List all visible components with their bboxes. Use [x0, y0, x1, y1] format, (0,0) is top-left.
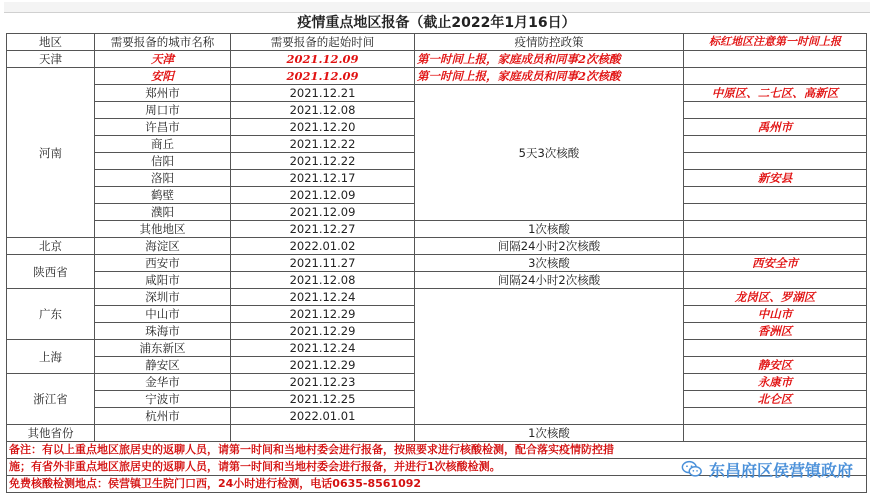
date-cell	[231, 425, 415, 442]
table-row	[7, 85, 867, 102]
note-cell	[684, 68, 867, 85]
date-cell: 2021.12.09	[231, 204, 415, 221]
region-cell: 浙江省	[7, 374, 95, 425]
note-cell: 龙岗区、罗湖区	[684, 289, 867, 306]
policy-cell: 3次核酸	[415, 255, 684, 272]
policy-cell: 第一时间上报，家庭成员和同事2次核酸	[415, 51, 684, 68]
date-cell: 2021.12.08	[231, 272, 415, 289]
note-cell	[684, 221, 867, 238]
title-row	[7, 14, 867, 34]
region-cell: 广东	[7, 289, 95, 340]
table-row	[7, 221, 867, 238]
note-cell	[684, 272, 867, 289]
note-cell: 静安区	[684, 357, 867, 374]
note-cell	[684, 204, 867, 221]
city-cell: 中山市	[95, 306, 231, 323]
note-line-3: 免费核酸检测地点：侯营镇卫生院门口西，24小时进行检测，电话0635-8561092	[7, 476, 867, 493]
date-cell: 2021.12.29	[231, 357, 415, 374]
table-row	[7, 272, 867, 289]
city-cell: 信阳	[95, 153, 231, 170]
date-cell: 2021.12.25	[231, 391, 415, 408]
note-cell	[684, 340, 867, 357]
city-cell: 宁波市	[95, 391, 231, 408]
note-cell	[684, 153, 867, 170]
city-cell: 周口市	[95, 102, 231, 119]
region-cell: 其他省份	[7, 425, 95, 442]
note-cell: 北仑区	[684, 391, 867, 408]
note-cell	[684, 102, 867, 119]
header-start-date: 需要报备的起始时间	[231, 34, 415, 51]
table-title: 疫情重点地区报备（截止2022年1月16日）	[7, 14, 867, 34]
date-cell: 2021.12.22	[231, 136, 415, 153]
spreadsheet	[4, 2, 870, 499]
region-cell: 北京	[7, 238, 95, 255]
date-cell: 2021.12.27	[231, 221, 415, 238]
header-row	[7, 34, 867, 51]
table-row	[7, 238, 867, 255]
watermark	[681, 455, 853, 483]
date-cell: 2021.12.22	[231, 153, 415, 170]
date-cell: 2021.12.29	[231, 323, 415, 340]
city-cell: 洛阳	[95, 170, 231, 187]
city-cell: 许昌市	[95, 119, 231, 136]
date-cell: 2021.12.09	[231, 68, 415, 85]
note-cell: 中山市	[684, 306, 867, 323]
city-cell: 其他地区	[95, 221, 231, 238]
city-cell: 西安市	[95, 255, 231, 272]
city-cell: 静安区	[95, 357, 231, 374]
table-row	[7, 425, 867, 442]
table-row	[7, 51, 867, 68]
city-cell: 商丘	[95, 136, 231, 153]
note-cell: 中原区、二七区、高新区	[684, 85, 867, 102]
note-cell: 西安全市	[684, 255, 867, 272]
region-cell: 河南	[7, 68, 95, 238]
policy-cell: 5天3次核酸	[415, 85, 684, 221]
table-row	[7, 68, 867, 85]
city-cell: 杭州市	[95, 408, 231, 425]
table-row	[7, 255, 867, 272]
watermark-text: 东昌府区侯营镇政府	[708, 460, 853, 480]
policy-cell: 1次核酸	[415, 221, 684, 238]
date-cell: 2022.01.02	[231, 238, 415, 255]
date-cell: 2021.12.24	[231, 340, 415, 357]
region-cell: 天津	[7, 51, 95, 68]
note-cell	[684, 425, 867, 442]
date-cell: 2021.12.08	[231, 102, 415, 119]
header-city: 需要报备的城市名称	[95, 34, 231, 51]
city-cell: 安阳	[95, 68, 231, 85]
date-cell: 2021.11.27	[231, 255, 415, 272]
policy-cell: 间隔24小时2次核酸	[415, 272, 684, 289]
header-note: 标红地区注意第一时间上报	[684, 34, 867, 51]
date-cell: 2021.12.23	[231, 374, 415, 391]
city-cell	[95, 425, 231, 442]
header-region: 地区	[7, 34, 95, 51]
city-cell: 濮阳	[95, 204, 231, 221]
policy-cell: 1次核酸	[415, 425, 684, 442]
column-header-strip	[4, 2, 870, 13]
date-cell: 2021.12.09	[231, 187, 415, 204]
region-cell: 陕西省	[7, 255, 95, 289]
wechat-icon	[681, 458, 703, 480]
city-cell: 咸阳市	[95, 272, 231, 289]
date-cell: 2021.12.29	[231, 306, 415, 323]
date-cell: 2021.12.20	[231, 119, 415, 136]
note-line-1: 备注：有以上重点地区旅居史的返聊人员，请第一时间和当地村委会进行报备，按照要求进行核酸检测，配合落实疫情防控措	[7, 442, 867, 459]
city-cell: 金华市	[95, 374, 231, 391]
policy-cell: 第一时间上报，家庭成员和同事2次核酸	[415, 68, 684, 85]
note-cell: 新安县	[684, 170, 867, 187]
note-cell	[684, 408, 867, 425]
policy-cell-blank	[415, 289, 684, 425]
header-policy: 疫情防控政策	[415, 34, 684, 51]
city-cell: 海淀区	[95, 238, 231, 255]
table-row	[7, 289, 867, 306]
note-cell	[684, 187, 867, 204]
region-cell: 上海	[7, 340, 95, 374]
city-cell: 郑州市	[95, 85, 231, 102]
date-cell: 2021.12.24	[231, 289, 415, 306]
note-cell	[684, 136, 867, 153]
date-cell: 2021.12.09	[231, 51, 415, 68]
policy-cell: 间隔24小时2次核酸	[415, 238, 684, 255]
city-cell: 浦东新区	[95, 340, 231, 357]
city-cell: 深圳市	[95, 289, 231, 306]
city-cell: 天津	[95, 51, 231, 68]
date-cell: 2021.12.21	[231, 85, 415, 102]
note-cell: 香洲区	[684, 323, 867, 340]
city-cell: 鹤壁	[95, 187, 231, 204]
note-cell	[684, 238, 867, 255]
date-cell: 2021.12.17	[231, 170, 415, 187]
report-table	[6, 14, 867, 493]
city-cell: 珠海市	[95, 323, 231, 340]
note-cell: 禹州市	[684, 119, 867, 136]
note-cell: 永康市	[684, 374, 867, 391]
note-line-2: 施；有省外非重点地区旅居史的返聊人员，请第一时间和当地村委会进行报备，并进行1次核酸检测。	[7, 459, 867, 476]
date-cell: 2022.01.01	[231, 408, 415, 425]
note-cell	[684, 51, 867, 68]
